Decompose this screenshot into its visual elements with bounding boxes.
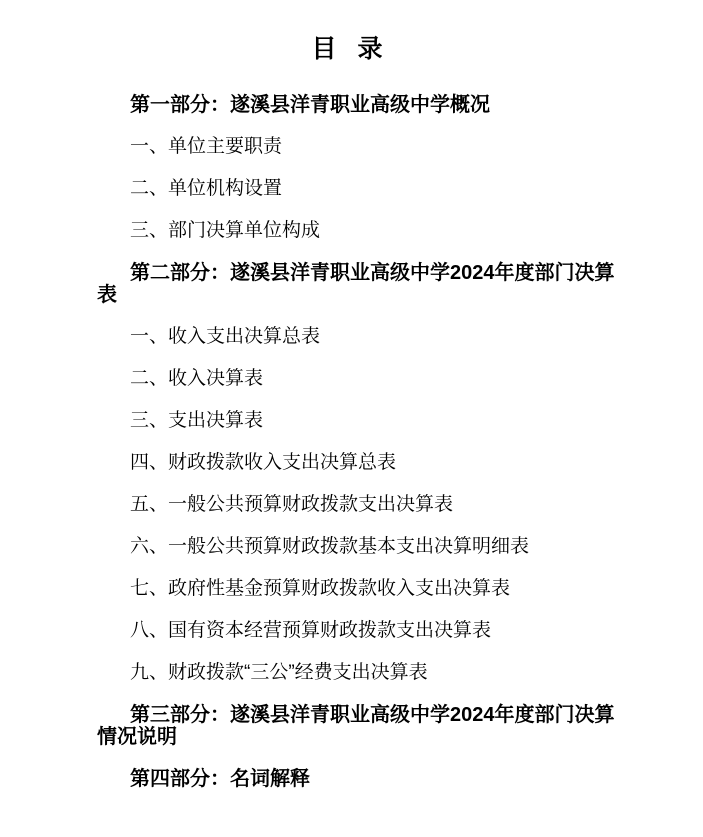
toc-item: 三、部门决算单位构成 (130, 220, 321, 241)
toc-item: 二、收入决算表 (130, 368, 264, 389)
toc-item: 一、单位主要职责 (130, 136, 283, 157)
toc-item: 六、一般公共预算财政拨款基本支出决算明细表 (130, 536, 530, 557)
toc-item: 五、一般公共预算财政拨款支出决算表 (130, 494, 454, 515)
toc-item: 七、政府性基金预算财政拨款收入支出决算表 (130, 578, 511, 599)
toc-item: 八、国有资本经营预算财政拨款支出决算表 (130, 620, 492, 641)
toc-item: 四、财政拨款收入支出决算总表 (130, 452, 397, 473)
toc-item: 三、支出决算表 (130, 410, 264, 431)
toc-item: 一、收入支出决算总表 (130, 326, 321, 347)
toc-section-heading-4: 第四部分：名词解释 (130, 768, 310, 790)
page-title: 目 录 (311, 35, 384, 63)
toc-section-heading-3: 第三部分：遂溪县洋青职业高级中学2024年度部门决算情况说明 (97, 704, 615, 748)
toc-section-heading-1: 第一部分：遂溪县洋青职业高级中学概况 (130, 94, 490, 116)
toc-item: 二、单位机构设置 (130, 178, 283, 199)
toc-section-heading-2: 第二部分：遂溪县洋青职业高级中学2024年度部门决算表 (97, 262, 615, 306)
toc-item: 九、财政拨款“三公”经费支出决算表 (130, 662, 428, 683)
